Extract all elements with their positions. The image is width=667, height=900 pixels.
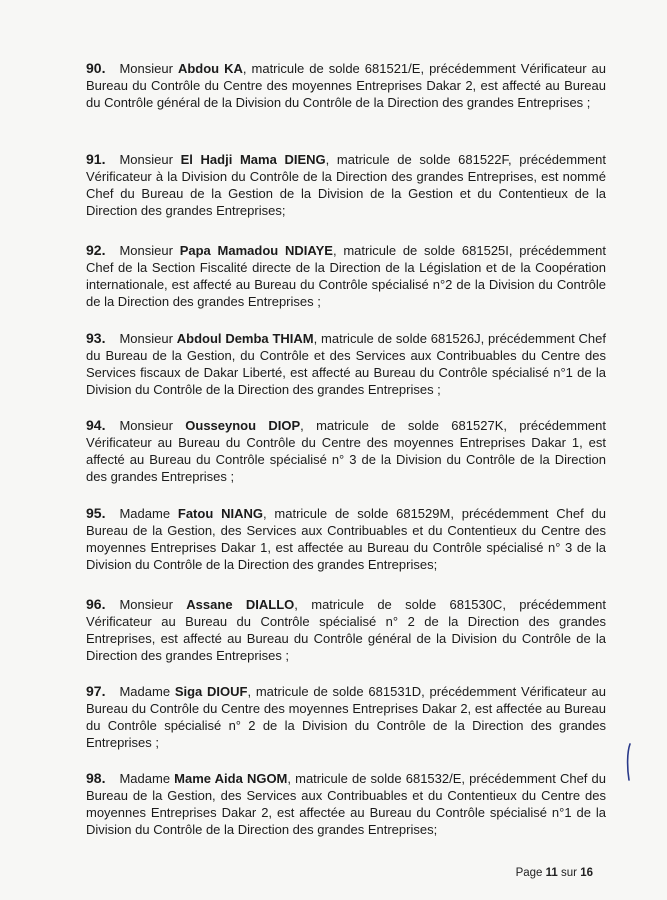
entry-number: 96. xyxy=(86,596,106,612)
entry-text: , matricule de solde 681530C, précédemment Vérificateur au Bureau du Contrôle spécialisé n° 2 de la Direction des grandes Entreprises, est affecté au Bureau du Contrôle général de la Division du Contrôle de la Direction des grandes Entreprises ; xyxy=(86,597,606,663)
entry-92 xyxy=(86,242,606,310)
entry-name: Fatou NIANG xyxy=(177,506,263,521)
page-footer xyxy=(516,867,593,879)
entry-number: 94. xyxy=(86,417,106,433)
footer-page-total: 16 xyxy=(580,867,593,879)
entry-name: Siga DIOUF xyxy=(174,684,248,699)
entry-text: , matricule de solde 681521/E, précédemment Vérificateur au Bureau du Contrôle du Centre des moyennes Entreprises Dakar 2, est affecté au Bureau du Contrôle général de la Division du Contrôle de la Direction des grandes Entreprises ; xyxy=(86,61,606,110)
entry-text: , matricule de solde 681525I, précédemment Chef de la Section Fiscalité directe de la Direction de la Législation et de la Coopération internationale, est affecté au Bureau du Contrôle spécialisé n°2 de la Division du Contrôle de la Direction des grandes Entreprises ; xyxy=(86,243,606,309)
footer-page-number: 11 xyxy=(545,867,558,879)
entry-title: Monsieur xyxy=(119,418,173,433)
entry-96 xyxy=(86,596,606,664)
entry-number: 90. xyxy=(86,60,106,76)
entry-90 xyxy=(86,60,606,111)
entry-text: , matricule de solde 681532/E, précédemment Chef du Bureau de la Gestion, des Services aux Contribuables et du Contentieux du Centre des moyennes Entreprises Dakar 2, est affectée au Bureau du Contrôle spécialisé n°1 de la Division du Contrôle de la Direction des grandes Entreprises; xyxy=(86,771,606,837)
entry-number: 91. xyxy=(86,151,106,167)
entry-97 xyxy=(86,683,606,751)
entry-title: Monsieur xyxy=(119,152,173,167)
entry-text: , matricule de solde 681526J, précédemment Chef du Bureau de la Gestion, du Contrôle et des Services aux Contribuables du Centre des Services fiscaux de Dakar Liberté, est affecté au Bureau du Contrôle spécialisé n°1 de la Division du Contrôle de la Direction des grandes Entreprises ; xyxy=(86,331,607,397)
entry-number: 95. xyxy=(86,505,106,521)
entry-95 xyxy=(86,505,606,573)
entry-title: Monsieur xyxy=(119,61,173,76)
entry-number: 97. xyxy=(86,683,106,699)
entry-name: Assane DIALLO xyxy=(186,597,295,612)
entry-93 xyxy=(86,330,606,398)
entry-name: Abdou KA xyxy=(177,61,243,76)
entry-title: Monsieur xyxy=(119,331,173,346)
entry-name: Mame Aida NGOM xyxy=(174,771,288,786)
entry-number: 98. xyxy=(86,770,106,786)
entry-name: Abdoul Demba THIAM xyxy=(176,331,314,346)
entry-94 xyxy=(86,417,606,485)
entry-text: , matricule de solde 681522F, précédemment Vérificateur à la Division du Contrôle de la Direction des grandes Entreprises, est nommé Chef du Bureau de la Gestion de la Division de la Gestion et du Contentieux de la Direction des grandes Entreprises; xyxy=(86,152,606,218)
entry-98 xyxy=(86,770,606,838)
footer-separator: sur xyxy=(561,867,577,879)
entry-name: El Hadji Mama DIENG xyxy=(180,152,326,167)
entry-text: , matricule de solde 681527K, précédemment Vérificateur au Bureau du Contrôle du Centre des moyennes Entreprises Dakar 1, est affecté au Bureau du Contrôle spécialisé n° 3 de la Division du Contrôle de la Direction des grandes Entreprises ; xyxy=(86,418,606,484)
entry-title: Monsieur xyxy=(119,243,173,258)
entry-number: 93. xyxy=(86,330,106,346)
margin-pen-mark xyxy=(624,742,634,782)
entry-name: Ousseynou DIOP xyxy=(185,418,301,433)
entry-text: , matricule de solde 681529M, précédemment Chef du Bureau de la Gestion, des Services aux Contribuables et du Contentieux du Centre des moyennes Entreprises Dakar 1, est affectée au Bureau du Contrôle spécialisé n° 3 de la Division du Contrôle de la Direction des grandes Entreprises; xyxy=(86,506,606,572)
entry-91 xyxy=(86,151,606,219)
footer-prefix: Page xyxy=(515,867,543,879)
entry-text: , matricule de solde 681531D, précédemment Vérificateur au Bureau du Contrôle du Centre des moyennes Entreprises Dakar 2, est affectée au Bureau du Contrôle spécialisé n° 2 de la Division du Contrôle de la Direction des grandes Entreprises ; xyxy=(86,684,606,750)
entry-title: Monsieur xyxy=(119,597,173,612)
entry-name: Papa Mamadou NDIAYE xyxy=(179,243,333,258)
entry-title: Madame xyxy=(119,506,171,521)
entry-title: Madame xyxy=(119,771,171,786)
entry-title: Madame xyxy=(119,684,171,699)
entry-number: 92. xyxy=(86,242,106,258)
